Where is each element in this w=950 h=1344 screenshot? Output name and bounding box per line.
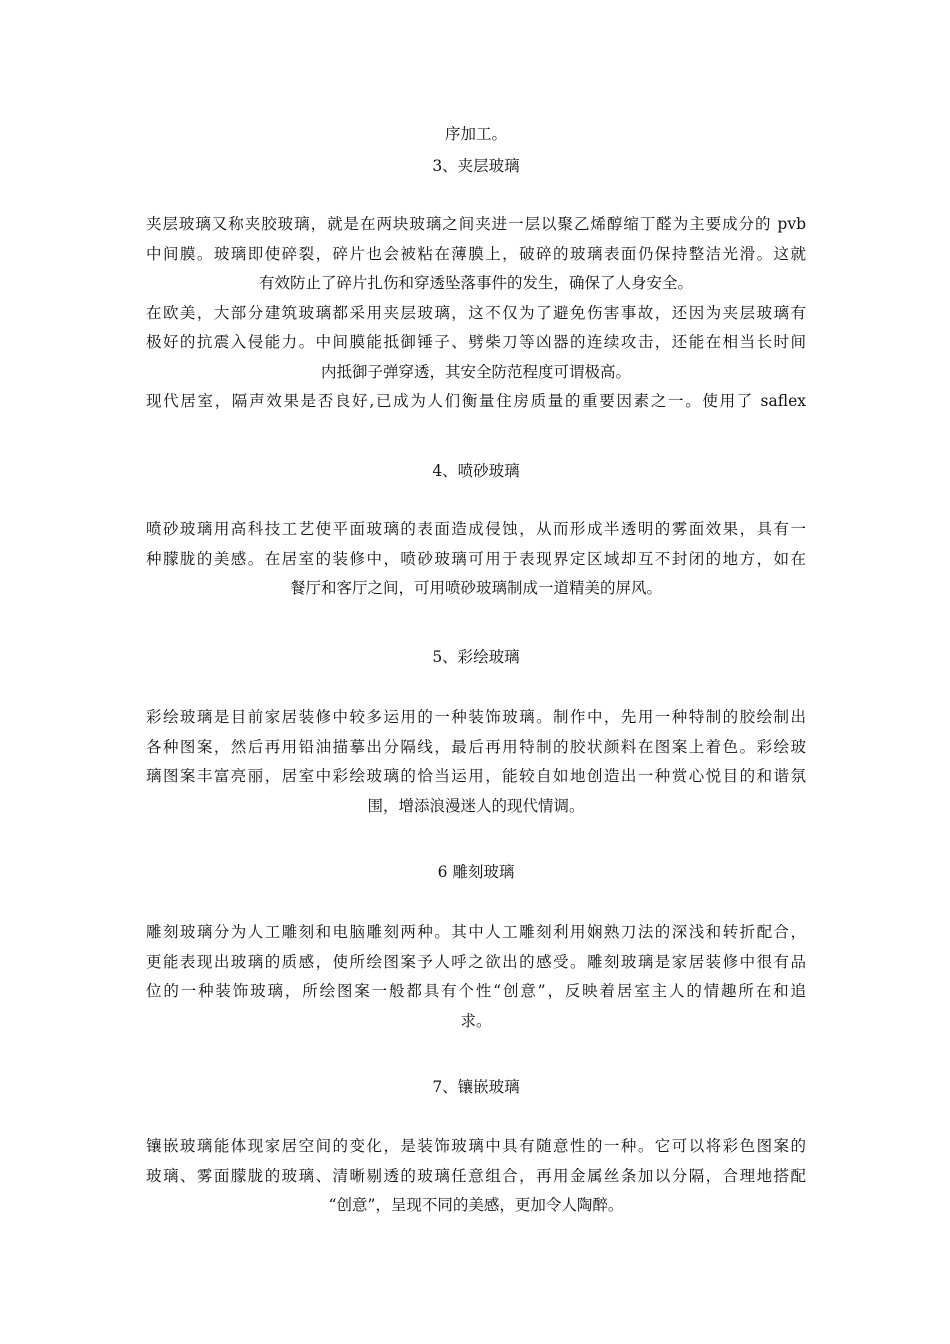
section-heading: 5、彩绘玻璃	[432, 648, 520, 666]
section-5-body	[146, 703, 806, 821]
body-line: 在欧美，大部分建筑玻璃都采用夹层玻璃，这不仅为了避免伤害事故，还因为夹层玻璃有	[146, 303, 806, 322]
body-line: 雕刻玻璃分为人工雕刻和电脑雕刻两种。其中人工雕刻利用娴熟刀法的深浅和转折配合，	[146, 923, 806, 941]
body-line: 镶嵌玻璃能体现家居空间的变化，是装饰玻璃中具有随意性的一种。它可以将彩色图案的	[146, 1137, 806, 1155]
body-line: 求。	[460, 1011, 492, 1030]
body-line: 夹层玻璃又称夹胶玻璃，就是在两块玻璃之间夹进一层以聚乙烯醇缩丁醛为主要成分的 pvb	[146, 215, 806, 233]
body-line: 各种图案，然后再用铅油描摹出分隔线，最后再用特制的胶状颜料在图案上着色。彩绘玻	[146, 737, 806, 756]
section-6-body	[146, 918, 806, 1036]
intro-tail-text: 序加工。	[444, 125, 507, 143]
body-line: 更能表现出玻璃的质感，使所绘图案予人呼之欲出的感受。雕刻玻璃是家居装修中很有品	[146, 952, 806, 971]
body-line: 内抵御子弹穿透，其安全防范程度可谓极高。	[320, 362, 631, 381]
section-3-body	[146, 210, 806, 417]
body-line: 彩绘玻璃是目前家居装修中较多运用的一种装饰玻璃。制作中，先用一种特制的胶绘制出	[146, 708, 806, 726]
section-5-heading	[146, 643, 806, 673]
body-line: “创意”，呈现不同的美感，更加令人陶醉。	[328, 1196, 624, 1214]
body-line: 现代居室，隔声效果是否良好,已成为人们衡量住房质量的重要因素之一。使用了 saflex	[146, 392, 806, 410]
section-heading: 3、夹层玻璃	[432, 157, 520, 175]
section-4-heading	[146, 457, 806, 487]
section-3-heading	[146, 152, 806, 182]
body-line: 种朦胧的美感。在居室的装修中，喷砂玻璃可用于表现界定区域却互不封闭的地方，如在	[146, 549, 806, 568]
section-7-body	[146, 1132, 806, 1221]
section-7-heading	[146, 1073, 806, 1103]
body-line: 有效防止了碎片扎伤和穿透坠落事件的发生，确保了人身安全。	[258, 274, 693, 292]
body-line: 玻璃、雾面朦胧的玻璃、清晰剔透的玻璃任意组合，再用金属丝条加以分隔，合理地搭配	[146, 1166, 806, 1185]
body-line: 中间膜。玻璃即使碎裂，碎片也会被粘在薄膜上，破碎的玻璃表面仍保持整洁光滑。这就	[146, 244, 806, 263]
body-line: 喷砂玻璃用高科技工艺使平面玻璃的表面造成侵蚀，从而形成半透明的雾面效果，具有一	[146, 520, 806, 538]
section-heading: 6 雕刻玻璃	[437, 863, 515, 881]
body-line: 围，增添浪漫迷人的现代情调。	[367, 796, 585, 815]
body-line: 位的一种装饰玻璃，所绘图案一般都具有个性“创意”，反映着居室主人的情趣所在和追	[146, 982, 806, 1000]
body-line: 极好的抗震入侵能力。中间膜能抵御锤子、劈柴刀等凶器的连续攻击，还能在相当长时间	[146, 333, 806, 351]
body-line: 餐厅和客厅之间，可用喷砂玻璃制成一道精美的屏风。	[289, 579, 662, 597]
body-line: 璃图案丰富亮丽，居室中彩绘玻璃的恰当运用，能较自如地创造出一种赏心悦目的和谐氛	[146, 767, 806, 785]
section-heading: 4、喷砂玻璃	[432, 462, 520, 480]
section-heading: 7、镶嵌玻璃	[432, 1078, 520, 1096]
section-6-heading	[146, 858, 806, 888]
section-4-body	[146, 515, 806, 604]
intro-tail	[146, 120, 806, 150]
